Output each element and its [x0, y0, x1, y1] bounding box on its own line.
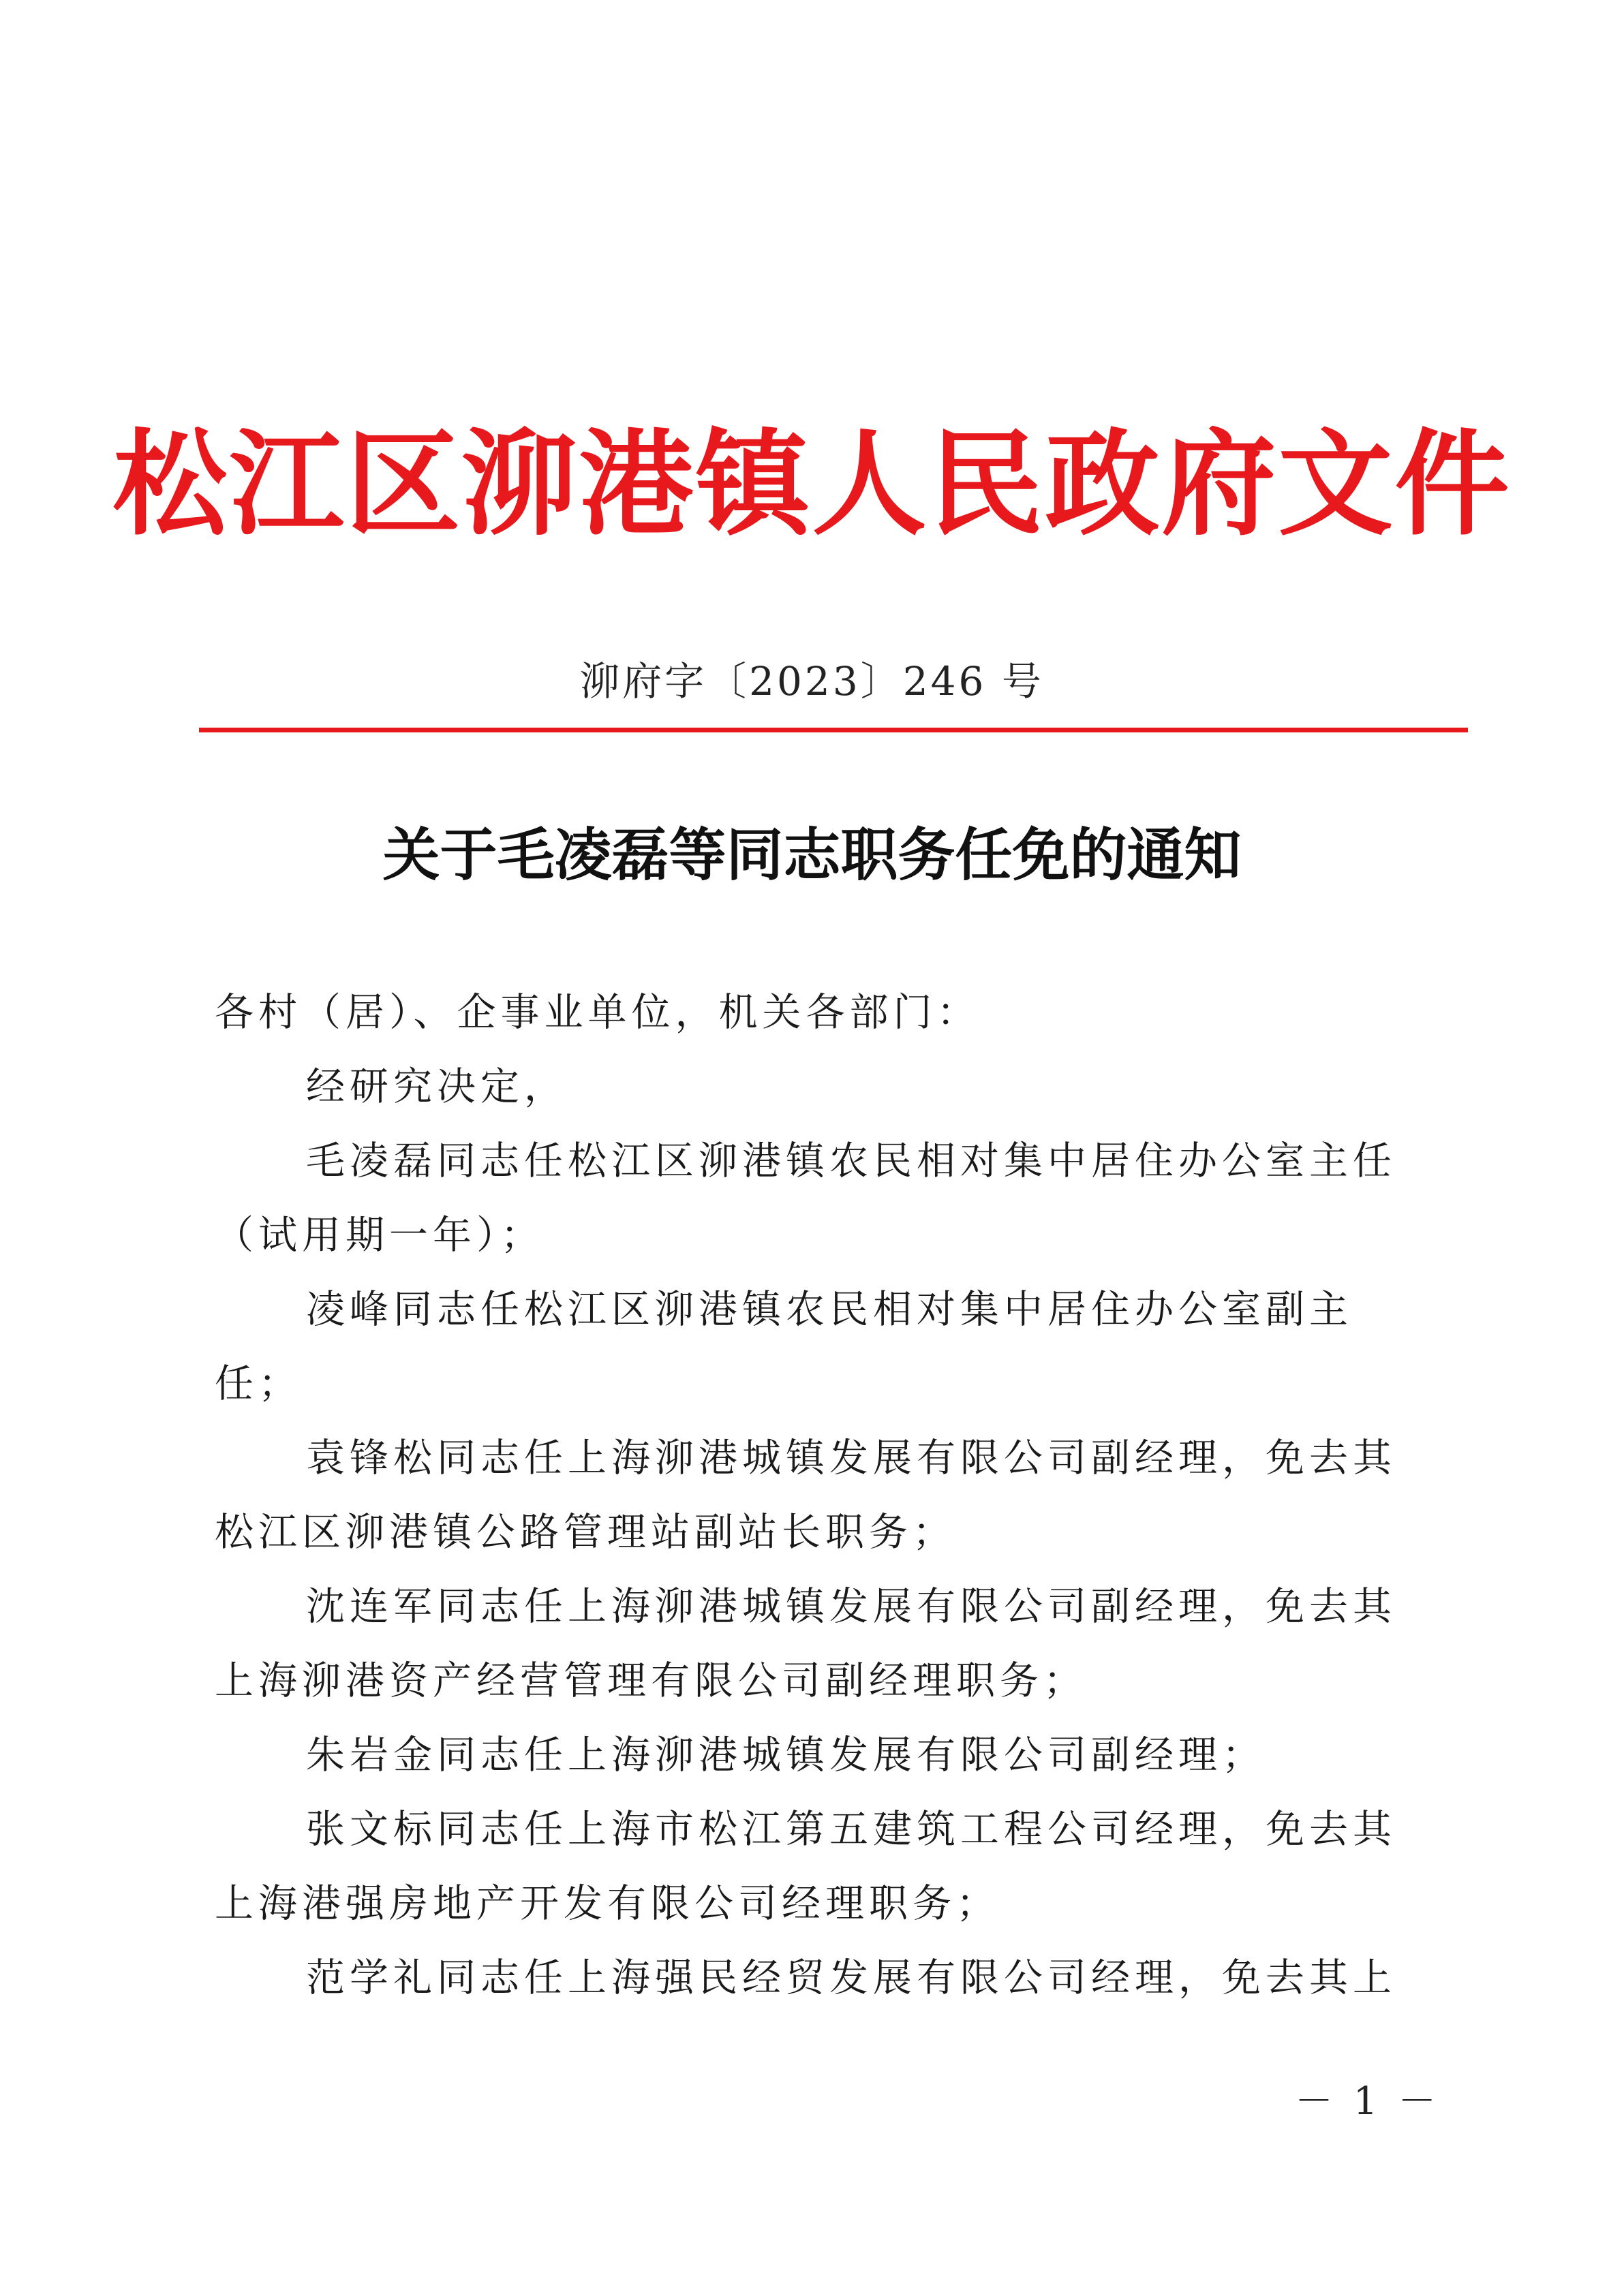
- appointment-item: 张文标同志任上海市松江第五建筑工程公司经理，免去其上海港强房地产开发有限公司经理职务；: [215, 1807, 1396, 1926]
- notice-body: [215, 976, 1400, 2015]
- appointment-item: 凌峰同志任松江区泖港镇农民相对集中居住办公室副主任；: [215, 1287, 1353, 1406]
- page-number: － 1 －: [1295, 2079, 1441, 2124]
- lead-paragraph: 经研究决定，: [306, 1064, 568, 1109]
- appointment-item: 朱岩金同志任上海泖港城镇发展有限公司副经理；: [306, 1733, 1266, 1778]
- appointment-item: 范学礼同志任上海强民经贸发展有限公司经理，免去其上: [306, 1955, 1396, 2000]
- agency-title: 松江区泖港镇人民政府文件: [112, 416, 1512, 551]
- red-divider-line: [199, 728, 1468, 732]
- appointment-item: 毛凌磊同志任松江区泖港镇农民相对集中居住办公室主任（试用期一年）；: [215, 1138, 1396, 1258]
- addressee-line: 各村（居）、企事业单位，机关各部门：: [215, 990, 981, 1035]
- notice-title: 关于毛凌磊等同志职务任免的通知: [382, 821, 1242, 888]
- appointment-item: 袁锋松同志任上海泖港城镇发展有限公司副经理，免去其松江区泖港镇公路管理站副站长职务；: [215, 1436, 1396, 1555]
- appointment-item: 沈连军同志任上海泖港城镇发展有限公司副经理，免去其上海泖港资产经营管理有限公司副经理职务；: [215, 1584, 1396, 1703]
- document-number: 泖府字〔2023〕246 号: [580, 658, 1044, 704]
